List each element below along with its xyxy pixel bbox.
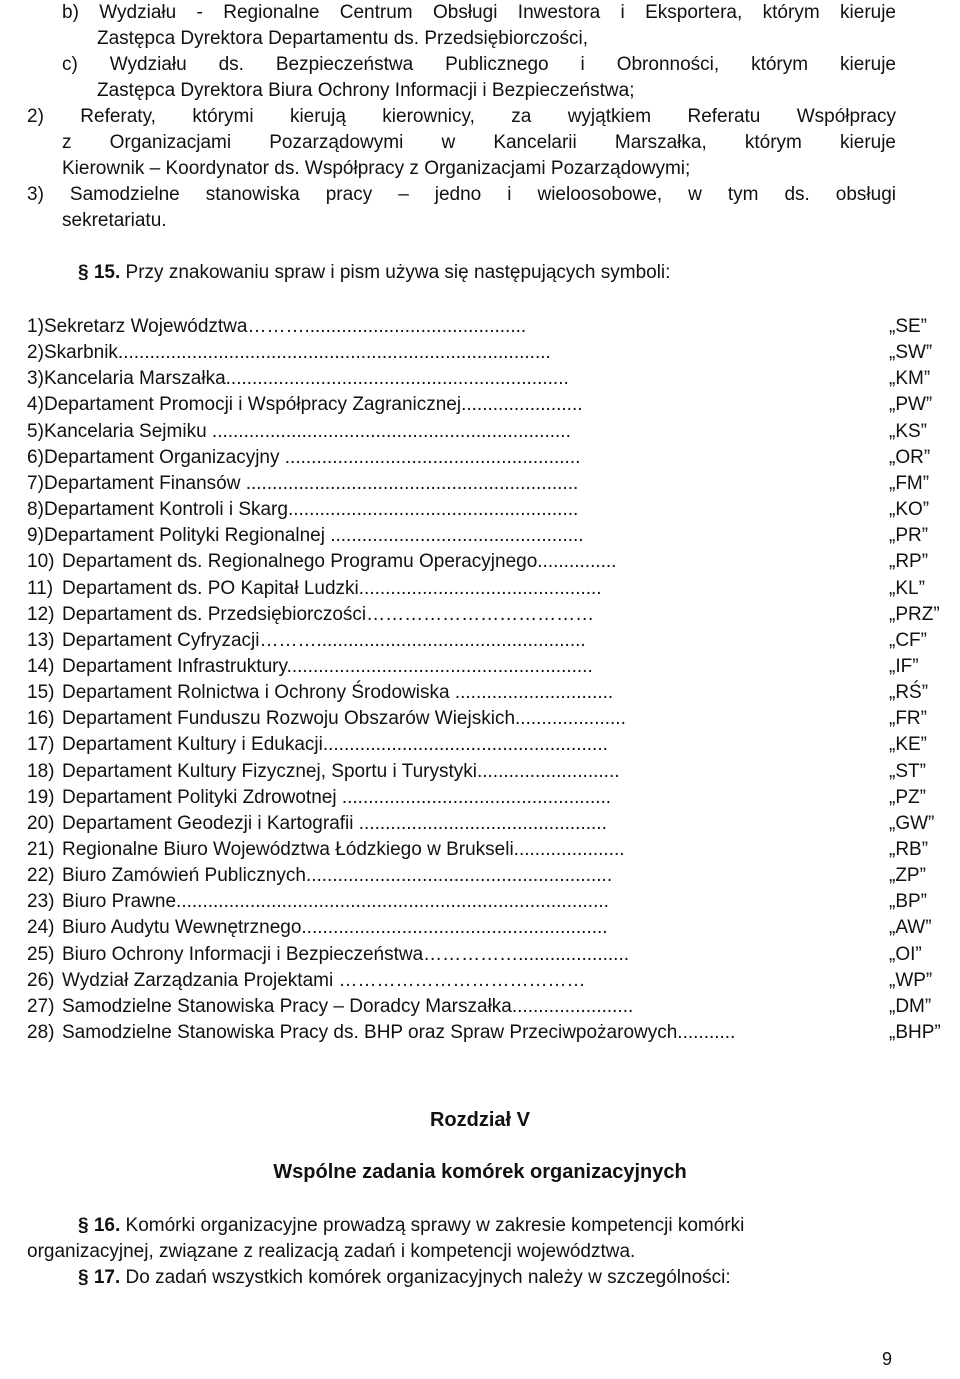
symbol-row	[0, 392, 960, 418]
section-15-number: § 15.	[78, 262, 121, 283]
symbol-code: „KS”	[889, 421, 927, 442]
symbol-label: Departament ds. PO Kapitał Ludzki..............................................	[62, 578, 602, 599]
symbol-label: Departament Funduszu Rozwoju Obszarów Wiejskich.....................	[62, 708, 626, 729]
symbol-label: Departament Kontroli i Skarg.......................................................	[44, 499, 579, 520]
intro-line-1: b) Wydziału - Regionalne Centrum Obsługi Inwestora i Eksportera, którym kieruje	[62, 2, 896, 23]
section-16-line-1: Komórki organizacyjne prowadzą sprawy w zakresie kompetencji komórki	[125, 1215, 745, 1236]
symbol-code: „PR”	[889, 525, 929, 546]
intro-line-6: z Organizacjami Pozarządowymi w Kancelarii Marszałka, którym kieruje	[62, 132, 896, 153]
symbol-number: 10)	[27, 551, 55, 572]
symbol-code: „KO”	[889, 499, 930, 520]
symbol-row	[0, 497, 960, 523]
section-17-number: § 17.	[78, 1267, 121, 1288]
symbol-row	[0, 576, 960, 602]
symbol-code: „ST”	[889, 761, 926, 782]
symbol-row	[0, 523, 960, 549]
symbol-row	[0, 732, 960, 758]
symbol-code: „KE”	[889, 734, 927, 755]
symbol-number: 17)	[27, 734, 55, 755]
symbol-row	[0, 602, 960, 628]
symbol-code: „OI”	[889, 944, 922, 965]
symbol-number: 7)	[27, 473, 44, 494]
symbol-number: 1)	[27, 316, 44, 337]
symbol-label: Departament Polityki Zdrowotnej ...................................................	[62, 787, 612, 808]
symbol-number: 22)	[27, 865, 55, 886]
symbol-label: Departament ds. Regionalnego Programu Operacyjnego...............	[62, 551, 617, 572]
symbol-row	[0, 994, 960, 1020]
symbol-number: 20)	[27, 813, 55, 834]
symbol-code: „CF”	[889, 630, 927, 651]
symbol-code: „OR”	[889, 447, 931, 468]
section-17	[78, 1265, 731, 1291]
symbol-code: „BHP”	[889, 1022, 941, 1043]
symbol-code: „SW”	[889, 342, 933, 363]
symbol-label: Biuro Zamówień Publicznych..........................................................	[62, 865, 613, 886]
section-16-number: § 16.	[78, 1215, 121, 1236]
symbol-label: Departament Polityki Regionalnej ................................................	[44, 525, 584, 546]
symbol-row	[0, 366, 960, 392]
symbol-row	[0, 863, 960, 889]
symbol-row	[0, 549, 960, 575]
symbol-code: „BP”	[889, 891, 927, 912]
symbol-number: 4)	[27, 394, 44, 415]
symbol-number: 13)	[27, 630, 55, 651]
symbol-label: Biuro Prawne..................................................................................	[62, 891, 609, 912]
symbol-label: Departament ds. Przedsiębiorczości………………………………	[62, 604, 595, 625]
symbol-code: „WP”	[889, 970, 933, 991]
symbol-code: „AW”	[889, 917, 932, 938]
symbol-row	[0, 654, 960, 680]
symbol-label: Departament Infrastruktury..........................................................	[62, 656, 593, 677]
page-number: 9	[882, 1349, 893, 1369]
symbol-label: Kancelaria Sejmiku ....................................................................	[44, 421, 571, 442]
symbol-number: 5)	[27, 421, 44, 442]
symbol-row	[0, 706, 960, 732]
symbol-row	[0, 811, 960, 837]
symbol-row	[0, 680, 960, 706]
symbol-row	[0, 445, 960, 471]
symbol-label: Samodzielne Stanowiska Pracy – Doradcy Marszałka.......................	[62, 996, 634, 1017]
symbol-label: Departament Rolnictwa i Ochrony Środowiska ..............................	[62, 682, 614, 703]
symbol-row	[0, 942, 960, 968]
symbol-number: 28)	[27, 1022, 55, 1043]
symbol-label: Samodzielne Stanowiska Pracy ds. BHP oraz Spraw Przeciwpożarowych...........	[62, 1022, 736, 1043]
symbol-label: Wydział Zarządzania Projektami …………………………………	[62, 970, 586, 991]
symbol-number: 26)	[27, 970, 55, 991]
symbol-code: „IF”	[889, 656, 919, 677]
symbol-row	[0, 314, 960, 340]
symbol-code: „KL”	[889, 578, 925, 599]
symbol-label: Departament Promocji i Współpracy Zagranicznej.......................	[44, 394, 583, 415]
intro-line-2: Zastępca Dyrektora Departamentu ds. Przedsiębiorczości,	[97, 28, 589, 49]
symbol-code: „GW”	[889, 813, 935, 834]
section-16-line-2: organizacyjnej, związane z realizacją zadań i kompetencji województwa.	[27, 1241, 636, 1262]
section-16	[78, 1213, 744, 1239]
section-15-text: Przy znakowaniu spraw i pism używa się następujących symboli:	[125, 262, 671, 283]
symbol-number: 19)	[27, 787, 55, 808]
symbol-number: 15)	[27, 682, 55, 703]
symbol-code: „ZP”	[889, 865, 926, 886]
intro-line-7: Kierownik – Koordynator ds. Współpracy z Organizacjami Pozarządowymi;	[62, 158, 691, 179]
section-15	[78, 260, 670, 286]
section-17-text: Do zadań wszystkich komórek organizacyjnych należy w szczególności:	[125, 1267, 731, 1288]
intro-line-3: c) Wydziału ds. Bezpieczeństwa Publicznego i Obronności, którym kieruje	[62, 54, 896, 75]
symbol-number: 11)	[27, 578, 54, 599]
symbol-row	[0, 340, 960, 366]
symbol-code: „RP”	[889, 551, 929, 572]
symbol-number: 6)	[27, 447, 44, 468]
symbol-row	[0, 889, 960, 915]
intro-line-4: Zastępca Dyrektora Biura Ochrony Informacji i Bezpieczeństwa;	[97, 80, 635, 101]
chapter-subtitle: Wspólne zadania komórek organizacyjnych	[273, 1161, 687, 1183]
symbol-code: „RB”	[889, 839, 929, 860]
symbol-code: „PW”	[889, 394, 933, 415]
symbol-row	[0, 759, 960, 785]
symbol-row	[0, 785, 960, 811]
symbol-row	[0, 1020, 960, 1046]
symbol-label: Departament Cyfryzacji………...................................................	[62, 630, 586, 651]
symbol-number: 8)	[27, 499, 44, 520]
symbol-label: Sekretarz Województwa………..........................................	[44, 316, 527, 337]
symbol-number: 14)	[27, 656, 55, 677]
symbol-row	[0, 471, 960, 497]
symbol-label: Kancelaria Marszałka.................................................................	[44, 368, 569, 389]
symbol-row	[0, 968, 960, 994]
symbol-row	[0, 837, 960, 863]
symbol-number: 18)	[27, 761, 55, 782]
symbol-number: 25)	[27, 944, 55, 965]
symbol-number: 2)	[27, 342, 44, 363]
symbol-label: Departament Organizacyjny ........................................................	[44, 447, 581, 468]
symbol-code: „FM”	[889, 473, 930, 494]
symbol-label: Biuro Audytu Wewnętrznego..........................................................	[62, 917, 608, 938]
symbol-label: Biuro Ochrony Informacji i Bezpieczeństwa…………….....................	[62, 944, 630, 965]
symbol-number: 3)	[27, 368, 44, 389]
symbol-number: 9)	[27, 525, 44, 546]
intro-line-5: 2) Referaty, którymi kierują kierownicy, za wyjątkiem Referatu Współpracy	[27, 106, 896, 127]
intro-line-8: 3) Samodzielne stanowiska pracy – jedno i wieloosobowe, w tym ds. obsługi	[27, 184, 896, 205]
symbol-number: 12)	[27, 604, 55, 625]
intro-line-9: sekretariatu.	[62, 210, 167, 231]
symbol-row	[0, 628, 960, 654]
symbol-number: 16)	[27, 708, 55, 729]
symbol-label: Regionalne Biuro Województwa Łódzkiego w Brukseli.....................	[62, 839, 625, 860]
symbol-code: „SE”	[889, 316, 927, 337]
symbol-label: Departament Finansów ...............................................................	[44, 473, 579, 494]
symbol-label: Skarbnik..................................................................................	[44, 342, 551, 363]
symbol-code: „PZ”	[889, 787, 926, 808]
symbol-number: 21)	[27, 839, 55, 860]
symbol-code: „KM”	[889, 368, 931, 389]
symbol-number: 27)	[27, 996, 55, 1017]
symbol-code: „PRZ”	[889, 604, 940, 625]
symbol-row	[0, 915, 960, 941]
symbol-label: Departament Kultury Fizycznej, Sportu i Turystyki...........................	[62, 761, 620, 782]
symbol-row	[0, 419, 960, 445]
symbol-number: 24)	[27, 917, 55, 938]
symbol-code: „FR”	[889, 708, 927, 729]
symbol-number: 23)	[27, 891, 55, 912]
symbol-code: „RŚ”	[889, 682, 929, 703]
symbol-label: Departament Geodezji i Kartografii ...............................................	[62, 813, 607, 834]
symbol-label: Departament Kultury i Edukacji......................................................	[62, 734, 608, 755]
symbol-code: „DM”	[889, 996, 932, 1017]
chapter-title: Rozdział V	[429, 1109, 530, 1131]
